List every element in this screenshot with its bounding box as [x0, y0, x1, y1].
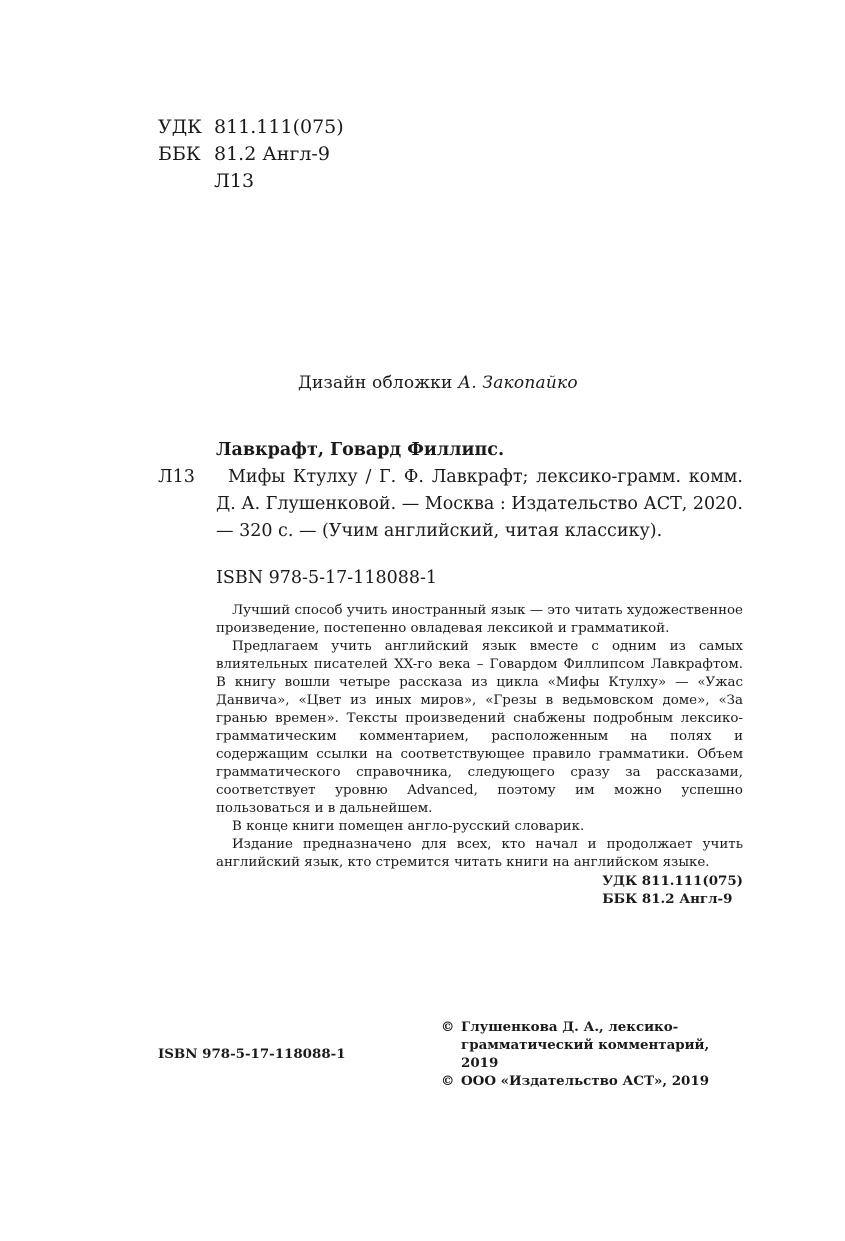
entry-description: Мифы Ктулху / Г. Ф. Лавкрафт; лексико-грамм. комм. Д. А. Глушенковой. — Москва : Издательство АСТ, 2020. — 320 с. — (Учим английский, читая классику).: [216, 467, 743, 541]
copyright-icon: ©: [441, 1073, 455, 1089]
annotation-paragraph: В конце книги помещен англо-русский словарик.: [232, 819, 585, 834]
design-label: Дизайн обложки: [298, 373, 453, 393]
annotation-udk: УДК 811.111(075): [602, 873, 743, 889]
copyright-block: [441, 1018, 743, 1090]
annotation-paragraph: Лучший способ учить иностранный язык — это читать художественное произведение, постепенно овладевая лексикой и грамматикой.: [216, 603, 743, 636]
bbk-value: 81.2 Англ-9: [214, 143, 330, 165]
author-mark: Л13: [214, 170, 255, 192]
annotation: [216, 602, 743, 908]
udk-label: УДК: [158, 116, 202, 138]
bbk-label: ББК: [158, 143, 201, 165]
designer-name: А. Закопайко: [458, 373, 578, 393]
udk-row: [158, 114, 344, 141]
classification-codes: [158, 114, 344, 195]
udk-value: 811.111(075): [214, 116, 344, 138]
author-mark-row: [158, 168, 344, 195]
annotation-bbk: ББК 81.2 Англ-9: [602, 891, 733, 907]
cover-design-credit: [298, 373, 578, 393]
entry-description-block: [158, 464, 743, 545]
footer-isbn: ISBN 978-5-17-118088-1: [158, 1046, 346, 1062]
annotation-codes: [602, 872, 743, 908]
copyright-item: [441, 1018, 743, 1072]
isbn: ISBN 978-5-17-118088-1: [216, 568, 438, 588]
bbk-row: [158, 141, 344, 168]
entry-author-mark: Л13: [158, 467, 195, 487]
annotation-paragraph: Предлагаем учить английский язык вместе с одним из самых влиятельных писателей XX-го века – Говардом Филлипсом Лавкрафтом. В книгу вошли четыре рассказа из цикла «Мифы Ктулху» — «Ужас Данвича», «Цвет из иных миров», «Грезы в ведьмовском доме», «За гранью времен». Тексты произведений снабжены подробным лексико-грамматическим комментарием, расположенным на полях и содержащим ссылки на соответствующее правило грамматики. Объем грамматического справочника, следующего сразу за рассказами, соответствует уровню Advanced, поэтому им можно успешно пользоваться и в дальнейшем.: [216, 639, 743, 816]
copyright-text: Глушенкова Д. А., лексико-грамматический комментарий, 2019: [461, 1019, 710, 1071]
bibliographic-entry: [158, 437, 743, 545]
annotation-paragraph: Издание предназначено для всех, кто начал и продолжает учить английский язык, кто стремится читать книги на английском языке.: [216, 837, 743, 870]
entry-author: Лавкрафт, Говард Филлипс.: [216, 440, 505, 460]
copyright-icon: ©: [441, 1019, 455, 1035]
copyright-text: ООО «Издательство АСТ», 2019: [461, 1073, 710, 1089]
copyright-item: [441, 1072, 743, 1090]
